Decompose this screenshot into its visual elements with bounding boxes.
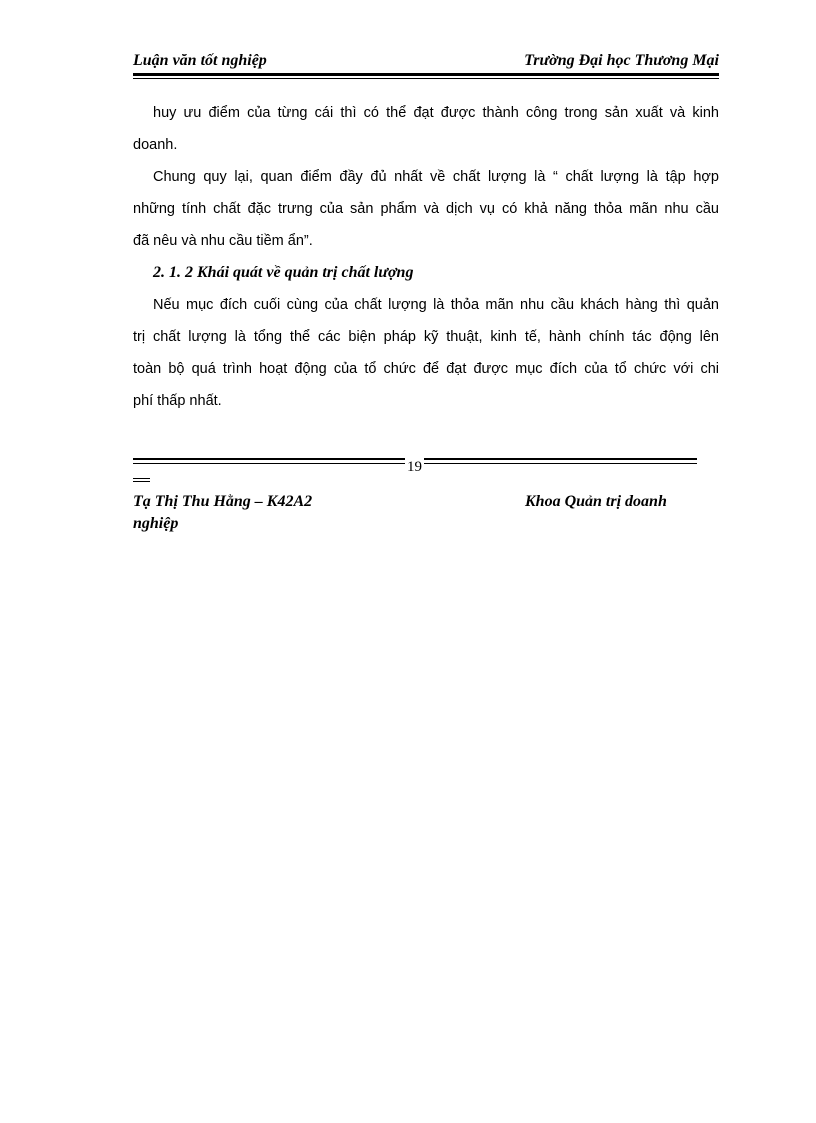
text-line: những tính chất đặc trưng của sản phẩm và dịch vụ có khả năng thỏa mãn nhu cầu [133, 201, 719, 217]
header-thesis-label: Luận văn tốt nghiệp [133, 52, 267, 69]
paragraph-quality-definition [133, 161, 719, 257]
text-line: Nếu mục đích cuối cùng của chất lượng là thỏa mãn nhu cầu khách hàng thì quản [153, 297, 719, 313]
text-line: trị chất lượng là tổng thể các biện pháp kỹ thuật, kinh tế, hành chính tác động lên [133, 329, 719, 345]
text-line: huy ưu điểm của từng cái thì có thể đạt được thành công trong sản xuất và kinh [153, 105, 719, 121]
footer-dash [133, 478, 150, 482]
text-line: doanh. [133, 137, 178, 153]
section-heading: 2. 1. 2 Khái quát về quản trị chất lượng [153, 264, 414, 281]
text-line: đã nêu và nhu cầu tiềm ẩn”. [133, 233, 313, 249]
header-rule-thick [133, 73, 719, 76]
paragraph-continuation [133, 97, 719, 161]
footer-department: Khoa Quản trị doanh [525, 493, 667, 510]
text-line: Chung quy lại, quan điểm đầy đủ nhất về chất lượng là “ chất lượng là tập hợp [153, 169, 719, 185]
text-line: toàn bộ quá trình hoạt động của tổ chức để đạt được mục đích của tổ chức với chi [133, 361, 719, 377]
footer-department-wrap: nghiệp [133, 515, 179, 532]
text-line: phí thấp nhất. [133, 393, 222, 409]
paragraph-quality-management [133, 289, 719, 417]
header-rule-thin [133, 78, 719, 79]
page-number: 19 [407, 459, 422, 475]
header-university-name: Trường Đại học Thương Mại [524, 52, 719, 69]
footer-author: Tạ Thị Thu Hằng – K42A2 [133, 493, 313, 510]
